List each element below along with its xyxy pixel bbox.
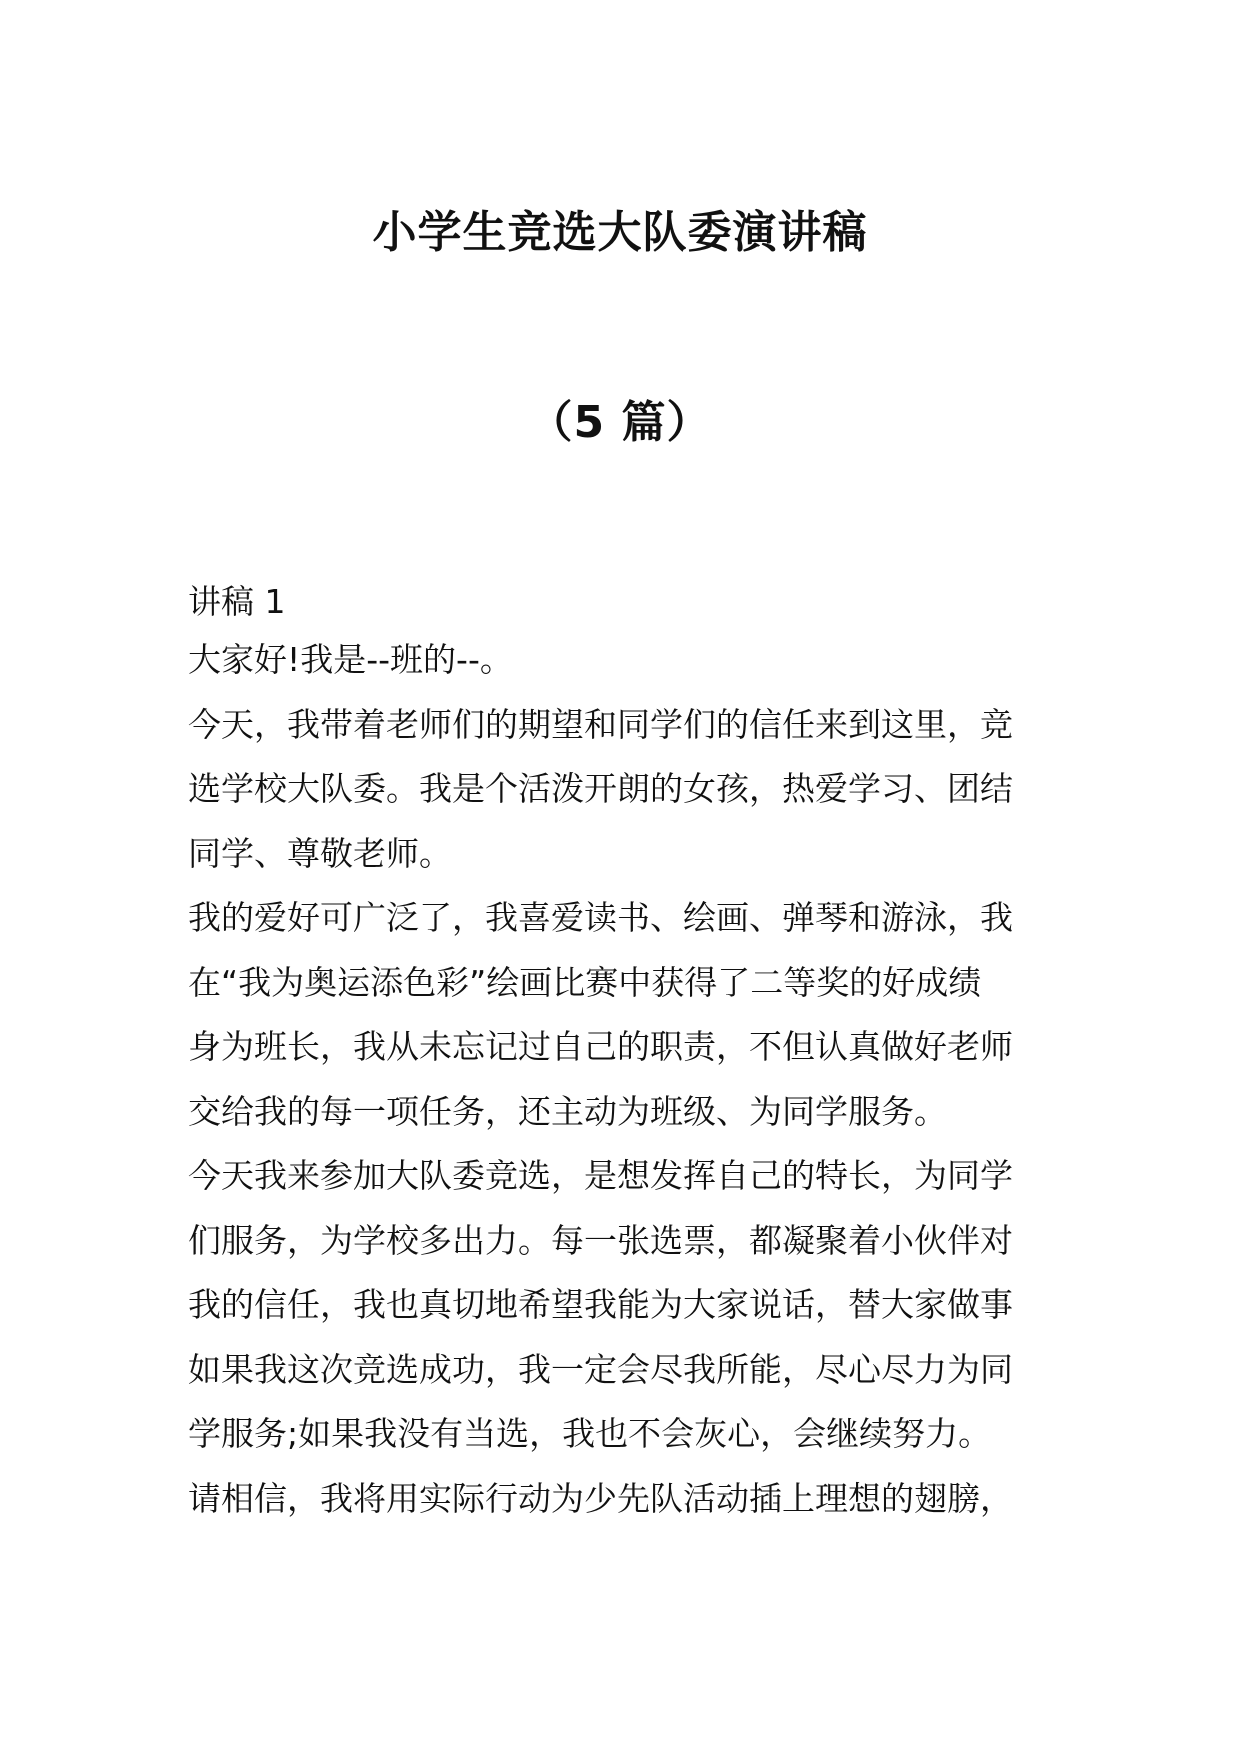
body-line: 如果我这次竞选成功，我一定会尽我所能，尽心尽力为同 [188,1349,1013,1389]
body-line: 身为班长，我从未忘记过自己的职责，不但认真做好老师 [188,1027,1013,1066]
body-line: 交给我的每一项任务，还主动为班级、为同学服务。 [188,1091,947,1131]
body-line: 学服务;如果我没有当选，我也不会灰心，会继续努力。 [188,1414,992,1453]
body-line: 选学校大队委。我是个活泼开朗的女孩，热爱学习、团结 [188,769,1013,808]
body-line: 同学、尊敬老师。 [188,833,452,873]
body-line: 今天，我带着老师们的期望和同学们的信任来到这里，竞 [188,704,1013,744]
document-body [188,576,1052,1531]
document-title: 小学生竞选大队委演讲稿 [372,207,868,258]
body-line: 我的爱好可广泛了，我喜爱读书、绘画、弹琴和游泳，我 [188,898,1013,937]
body-line: 今天我来参加大队委竞选，是想发挥自己的特长，为同学 [188,1156,1013,1195]
body-line: 我的信任，我也真切地希望我能为大家说话，替大家做事 [188,1285,1013,1324]
body-line: 们服务，为学校多出力。每一张选票，都凝聚着小伙伴对 [188,1220,1013,1260]
body-line: 大家好!我是--班的--。 [188,640,513,679]
section-heading: 讲稿 1 [188,582,286,621]
document-subtitle: （5 篇） [528,397,712,448]
body-line: 请相信，我将用实际行动为少先队活动插上理想的翅膀， [188,1478,1013,1518]
body-line: 在“我为奥运添色彩”绘画比赛中获得了二等奖的好成绩 [188,962,982,1002]
